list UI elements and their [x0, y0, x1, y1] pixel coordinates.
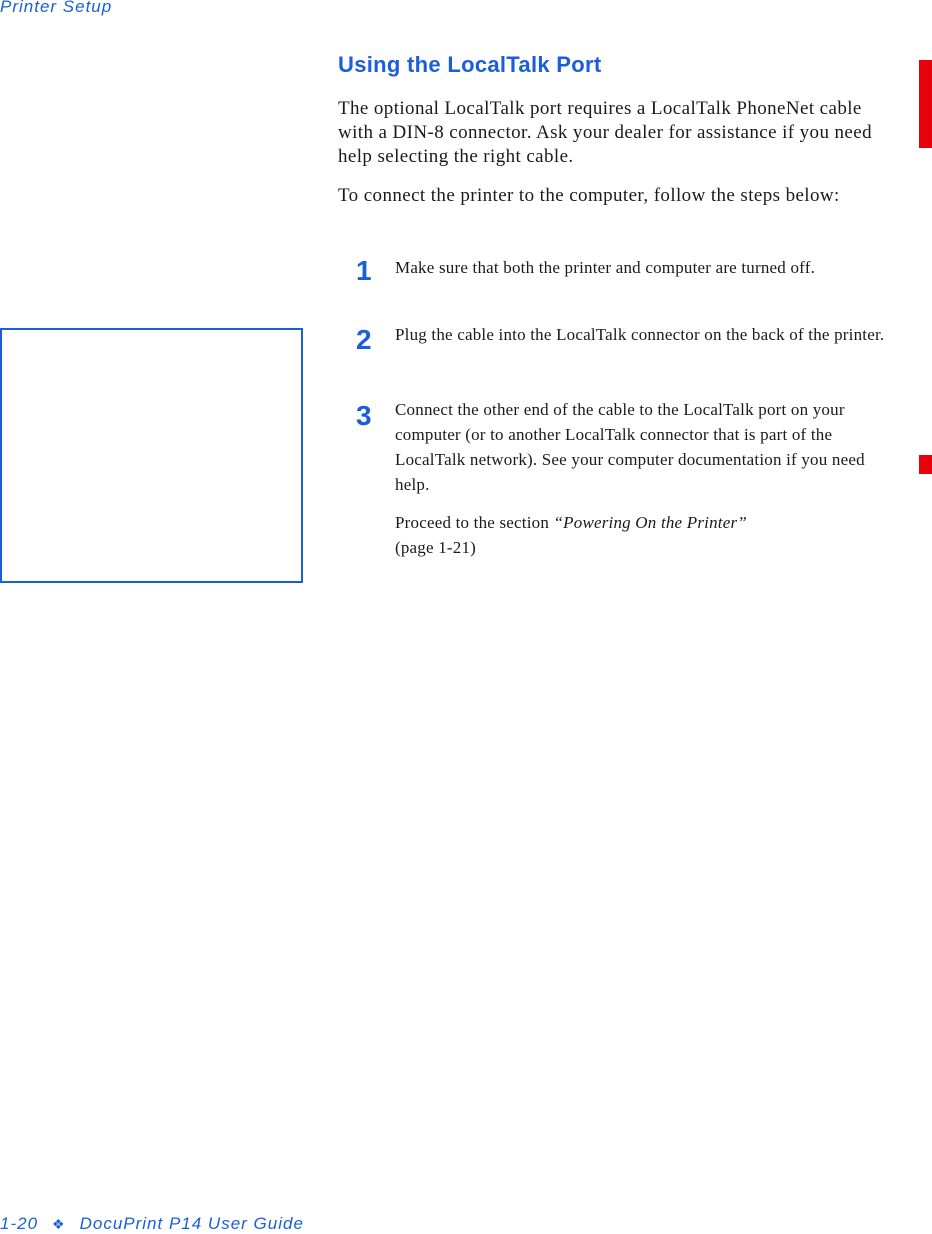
change-bar: [919, 455, 932, 474]
running-footer: [0, 1214, 304, 1234]
step-text: Plug the cable into the LocalTalk connector on the back of the printer.: [395, 325, 885, 344]
page-number: 1-20: [0, 1214, 39, 1233]
change-bar: [919, 60, 932, 148]
section-heading: Using the LocalTalk Port: [338, 52, 602, 77]
instruction-paragraph: To connect the printer to the computer, follow the steps below:: [338, 185, 840, 206]
intro-paragraph: The optional LocalTalk port requires a LocalTalk PhoneNet cable with a DIN-8 connector. Ask your dealer for assistance if you need help selecting the right cable.: [338, 98, 872, 167]
step-number: 3: [356, 400, 372, 431]
step-number: 2: [356, 324, 372, 355]
diamond-separator-icon: ❖: [52, 1216, 66, 1232]
cross-reference-link[interactable]: “Powering On the Printer”: [553, 513, 747, 532]
proceed-prefix: Proceed to the section: [395, 513, 554, 532]
book-title: DocuPrint P14 User Guide: [79, 1214, 304, 1233]
step-number: 1: [356, 255, 372, 286]
running-header-title: Printer Setup: [0, 0, 113, 16]
proceed-note: [395, 510, 835, 560]
cross-reference-page: (page 1-21): [395, 538, 477, 557]
step-text: Make sure that both the printer and computer are turned off.: [395, 258, 816, 277]
illustration-frame: [0, 328, 303, 583]
step-text: Connect the other end of the cable to the LocalTalk port on your computer (or to another LocalTalk connector that is part of the LocalTalk network). See your computer documentation if you need help.: [395, 400, 865, 494]
